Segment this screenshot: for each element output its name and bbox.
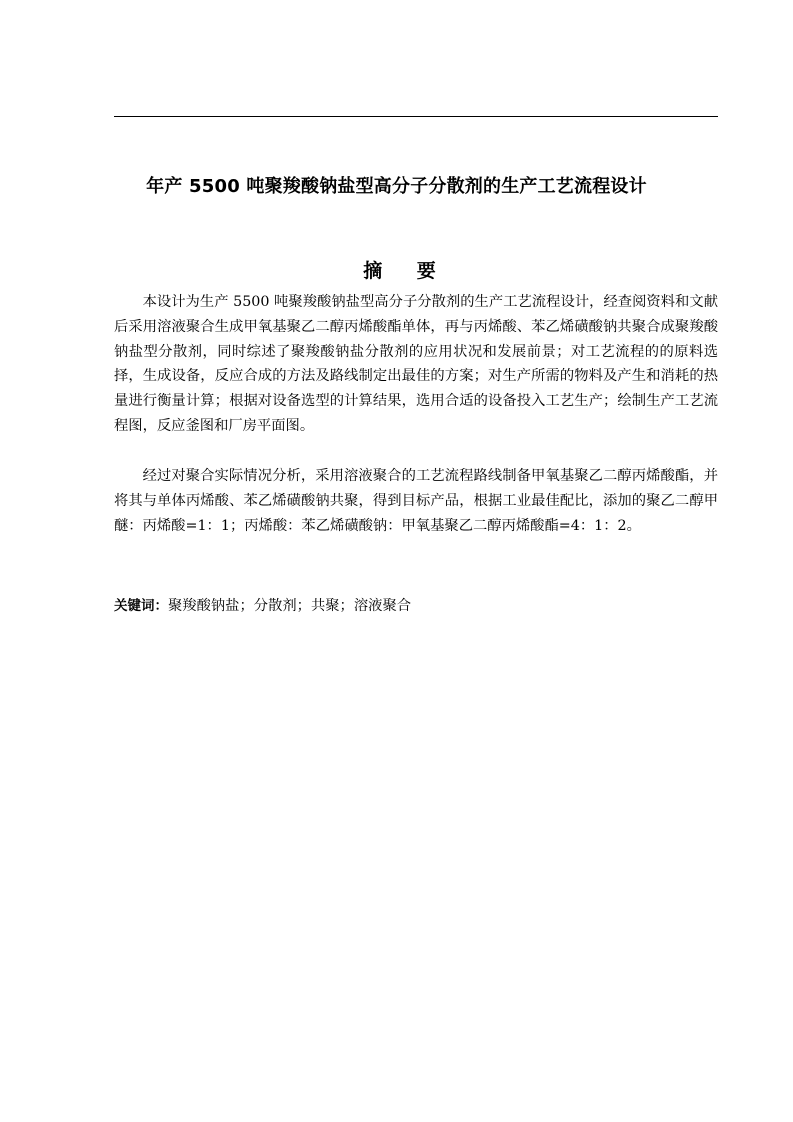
keywords-label: 关键词： xyxy=(114,598,168,614)
abstract-paragraph-2: 经过对聚合实际情况分析，采用溶液聚合的工艺流程路线制备甲氧基聚乙二醇丙烯酸酯，并将其与单体丙烯酸、苯乙烯磺酸钠共聚，得到目标产品，根据工业最佳配比，添加的聚乙二醇甲醚：丙烯酸=1：1；丙烯酸：苯乙烯磺酸钠：甲氧基聚乙二醇丙烯酸酯=4：1：2。 xyxy=(114,468,718,534)
abstract-paragraph-1: 本设计为生产 5500 吨聚羧酸钠盐型高分子分散剂的生产工艺流程设计，经查阅资料和文献后采用溶液聚合生成甲氧基聚乙二醇丙烯酸酯单体，再与丙烯酸、苯乙烯磺酸钠共聚合成聚羧酸钠盐型分散剂，同时综述了聚羧酸钠盐分散剂的应用状况和发展前景；对工艺流程的的原料选择，生成设备，反应合成的方法及路线制定出最佳的方案；对生产所需的物料及产生和消耗的热量进行衡量计算；根据对设备选型的计算结果，选用合适的设备投入工艺生产；绘制生产工艺流程图，反应釜图和厂房平面图。 xyxy=(114,294,718,434)
header-rule xyxy=(114,116,718,117)
abstract-heading: 摘 要 xyxy=(363,260,450,282)
keywords-text: 聚羧酸钠盐；分散剂；共聚；溶液聚合 xyxy=(168,598,412,614)
keywords-line xyxy=(114,594,718,618)
document-title: 年产 5500 吨聚羧酸钠盐型高分子分散剂的生产工艺流程设计 xyxy=(146,176,647,197)
